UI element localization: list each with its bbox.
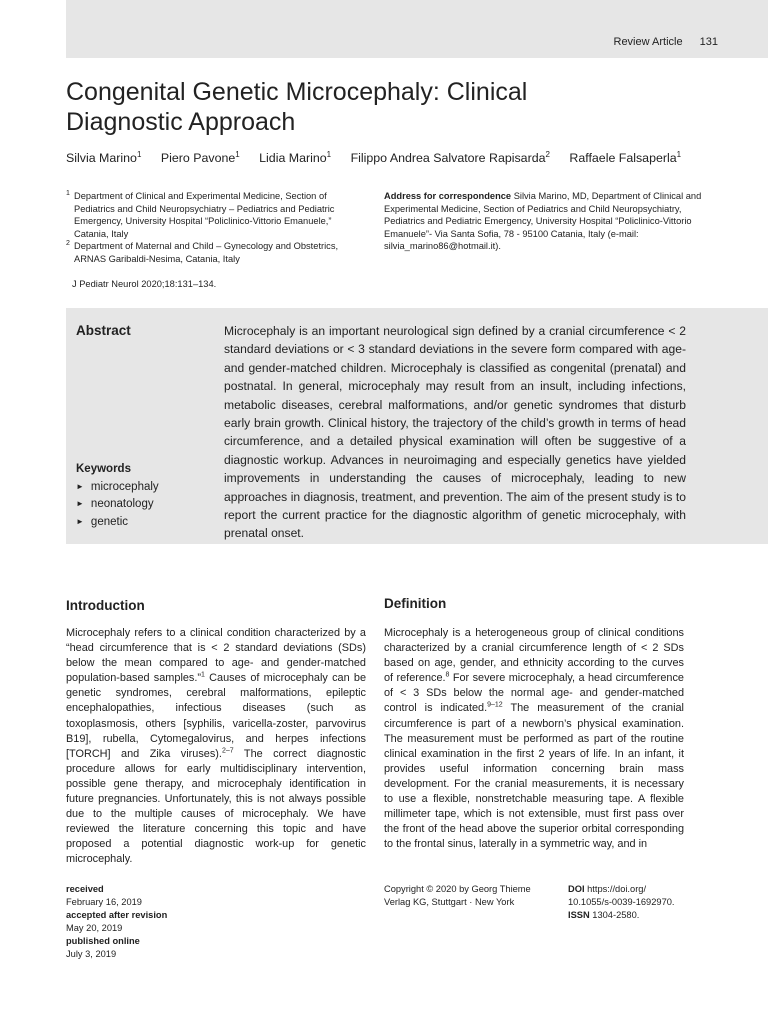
doi-link[interactable]: https://doi.org/ — [587, 884, 647, 894]
accepted-date: May 20, 2019 — [66, 923, 123, 933]
author: Raffaele Falsaperla$^1$ — [569, 150, 682, 166]
issn-value: 1304-2580. — [592, 910, 640, 920]
title-line-2: Diagnostic Approach — [66, 108, 296, 136]
published-date: July 3, 2019 — [66, 949, 117, 959]
correspondence — [384, 190, 704, 253]
received-date: February 16, 2019 — [66, 897, 142, 907]
keywords-heading: Keywords — [76, 463, 131, 475]
definition-heading: Definition — [384, 596, 447, 611]
received-label: received — [66, 884, 104, 894]
section-label: Review Article — [613, 36, 683, 48]
doi-value[interactable]: 10.1055/s-0039-1692970. — [568, 897, 675, 907]
affiliations — [66, 190, 366, 265]
doi-block — [568, 883, 675, 922]
author: Silvia Marino$^1$ — [66, 150, 142, 166]
article-title — [66, 77, 706, 137]
issn-label: ISSN — [568, 910, 590, 920]
keyword-item: ► neonatology — [76, 496, 159, 514]
page-number: 131 — [699, 36, 718, 48]
affiliation: 1 Department of Clinical and Experimental Medicine, Section of Pediatrics and Child Neuropsychiatry – Pediatrics and Pediatric Emergency, University Hospital “Policlinico-Vittorio Emanuele,” Catania, Italy — [66, 190, 335, 239]
author-list — [66, 150, 746, 165]
running-head — [614, 36, 719, 48]
introduction-text: Microcephaly refers to a clinical condition characterized by a “head circumference that is < 2 standard deviations (SDs) below the mean compared to age- and gender-matched population-based samples.”$^1$ Causes of microcephaly can be genetic syndromes, cerebral malformations, epileptic encephalopathies, infectious diseases (such as toxoplasmosis, others [syphilis, varicella-zoster, parvovirus B19], rubella, Cytomegalovirus, and herpes infections [TORCH] and Zika viruses).$^{2-7}$ The correct diagnostic procedure allows for early multidisciplinary intervention, possible gene therapy, and microcephaly identification in future pregnancies. Unfortunately, this is not always possible due to the multiple causes of microcephaly. We have reviewed the literature concerning this topic and have proposed a potential diagnostic work-up for genetic microcephaly. — [66, 627, 366, 866]
author: Filippo Andrea Salvatore Rapisarda$^2$ — [350, 150, 550, 166]
definition-text: Microcephaly is a heterogeneous group of clinical conditions characterized by a cranial circumference length of < 2 SDs based on age, gender, and ethnicity according to the curves of reference.$^8$ For severe microcephaly, a head circumference of < 3 SDs below the normal age- and gender-matched control is indicated.$^{9-12}$ The measurement of the cranial circumference is part of a newborn’s physical examination. The measurement must be performed as part of the routine clinical examination in the first 2 years of life. In an infant, it provides useful information concerning brain mass development. For the cranial measurements, it is necessary to use a flexible, nonstretchable measuring tape. A flexible millimeter tape, which is not extensible, must first pass over the front of the head above the superior orbital corresponding to the frontal sinus, laterally in a symmetric way, and in — [384, 627, 684, 851]
author: Lidia Marino$^1$ — [259, 150, 332, 166]
introduction-heading: Introduction — [66, 598, 145, 613]
keyword-item: ► microcephaly — [76, 479, 159, 497]
history-dates — [66, 883, 167, 961]
affiliation: 2 Department of Maternal and Child – Gynecology and Obstetrics, ARNAS Garibaldi-Nesima, Catania, Italy — [66, 240, 339, 264]
header-band — [66, 0, 768, 58]
accepted-label: accepted after revision — [66, 910, 168, 920]
abstract-text: Microcephaly is an important neurological sign defined by a cranial circumference < 2 standard deviations or < 3 standard deviations in the severe form compared with age- and gender-matched children. Microcephaly is classified as congenital (prenatal) and postnatal. In general, microcephaly may result from an insult, including infections, metabolic diseases, cerebral malformations, and/or genetic syndromes that disturb early brain growth. Clinical history, the trajectory of the child’s growth in terms of head circumference, and a detailed physical examination will often be suggestive of a diagnostic workup. Advances in neuroimaging and especially genetics have yielded improvements in understanding the causes of microcephaly, leading to new approaches in diagnosis, treatment, and prevention. The aim of the present study is to report the current practice for the diagnostic algorithm of genetic microcephaly, with prenatal onset. — [224, 324, 686, 541]
title-line-1: Congenital Genetic Microcephaly: Clinical — [66, 78, 528, 106]
copyright: Copyright © 2020 by Georg Thieme Verlag KG, Stuttgart · New York — [384, 884, 531, 907]
published-label: published online — [66, 936, 140, 946]
author: Piero Pavone$^1$ — [160, 150, 240, 166]
keywords — [76, 461, 159, 531]
correspondence-text: Silvia Marino, MD, Department of Clinical and Experimental Medicine, Section of Pediatrics and Child Neuropsychiatry, Pediatrics and Pediatric Emergency, University Hospital “Policlinico-Vittorio Emanuele”- Via Santa Sofia, 78 - 95100 Catania, Italy (e-mail: silvia_marino86@hotmail.it). — [384, 191, 702, 251]
abstract-heading: Abstract — [76, 323, 131, 338]
journal-citation: J Pediatr Neurol 2020;18:131–134. — [72, 279, 217, 289]
correspondence-label: Address for correspondence — [384, 191, 512, 201]
doi-label: DOI — [568, 884, 585, 894]
keyword-item: ► genetic — [76, 514, 159, 532]
